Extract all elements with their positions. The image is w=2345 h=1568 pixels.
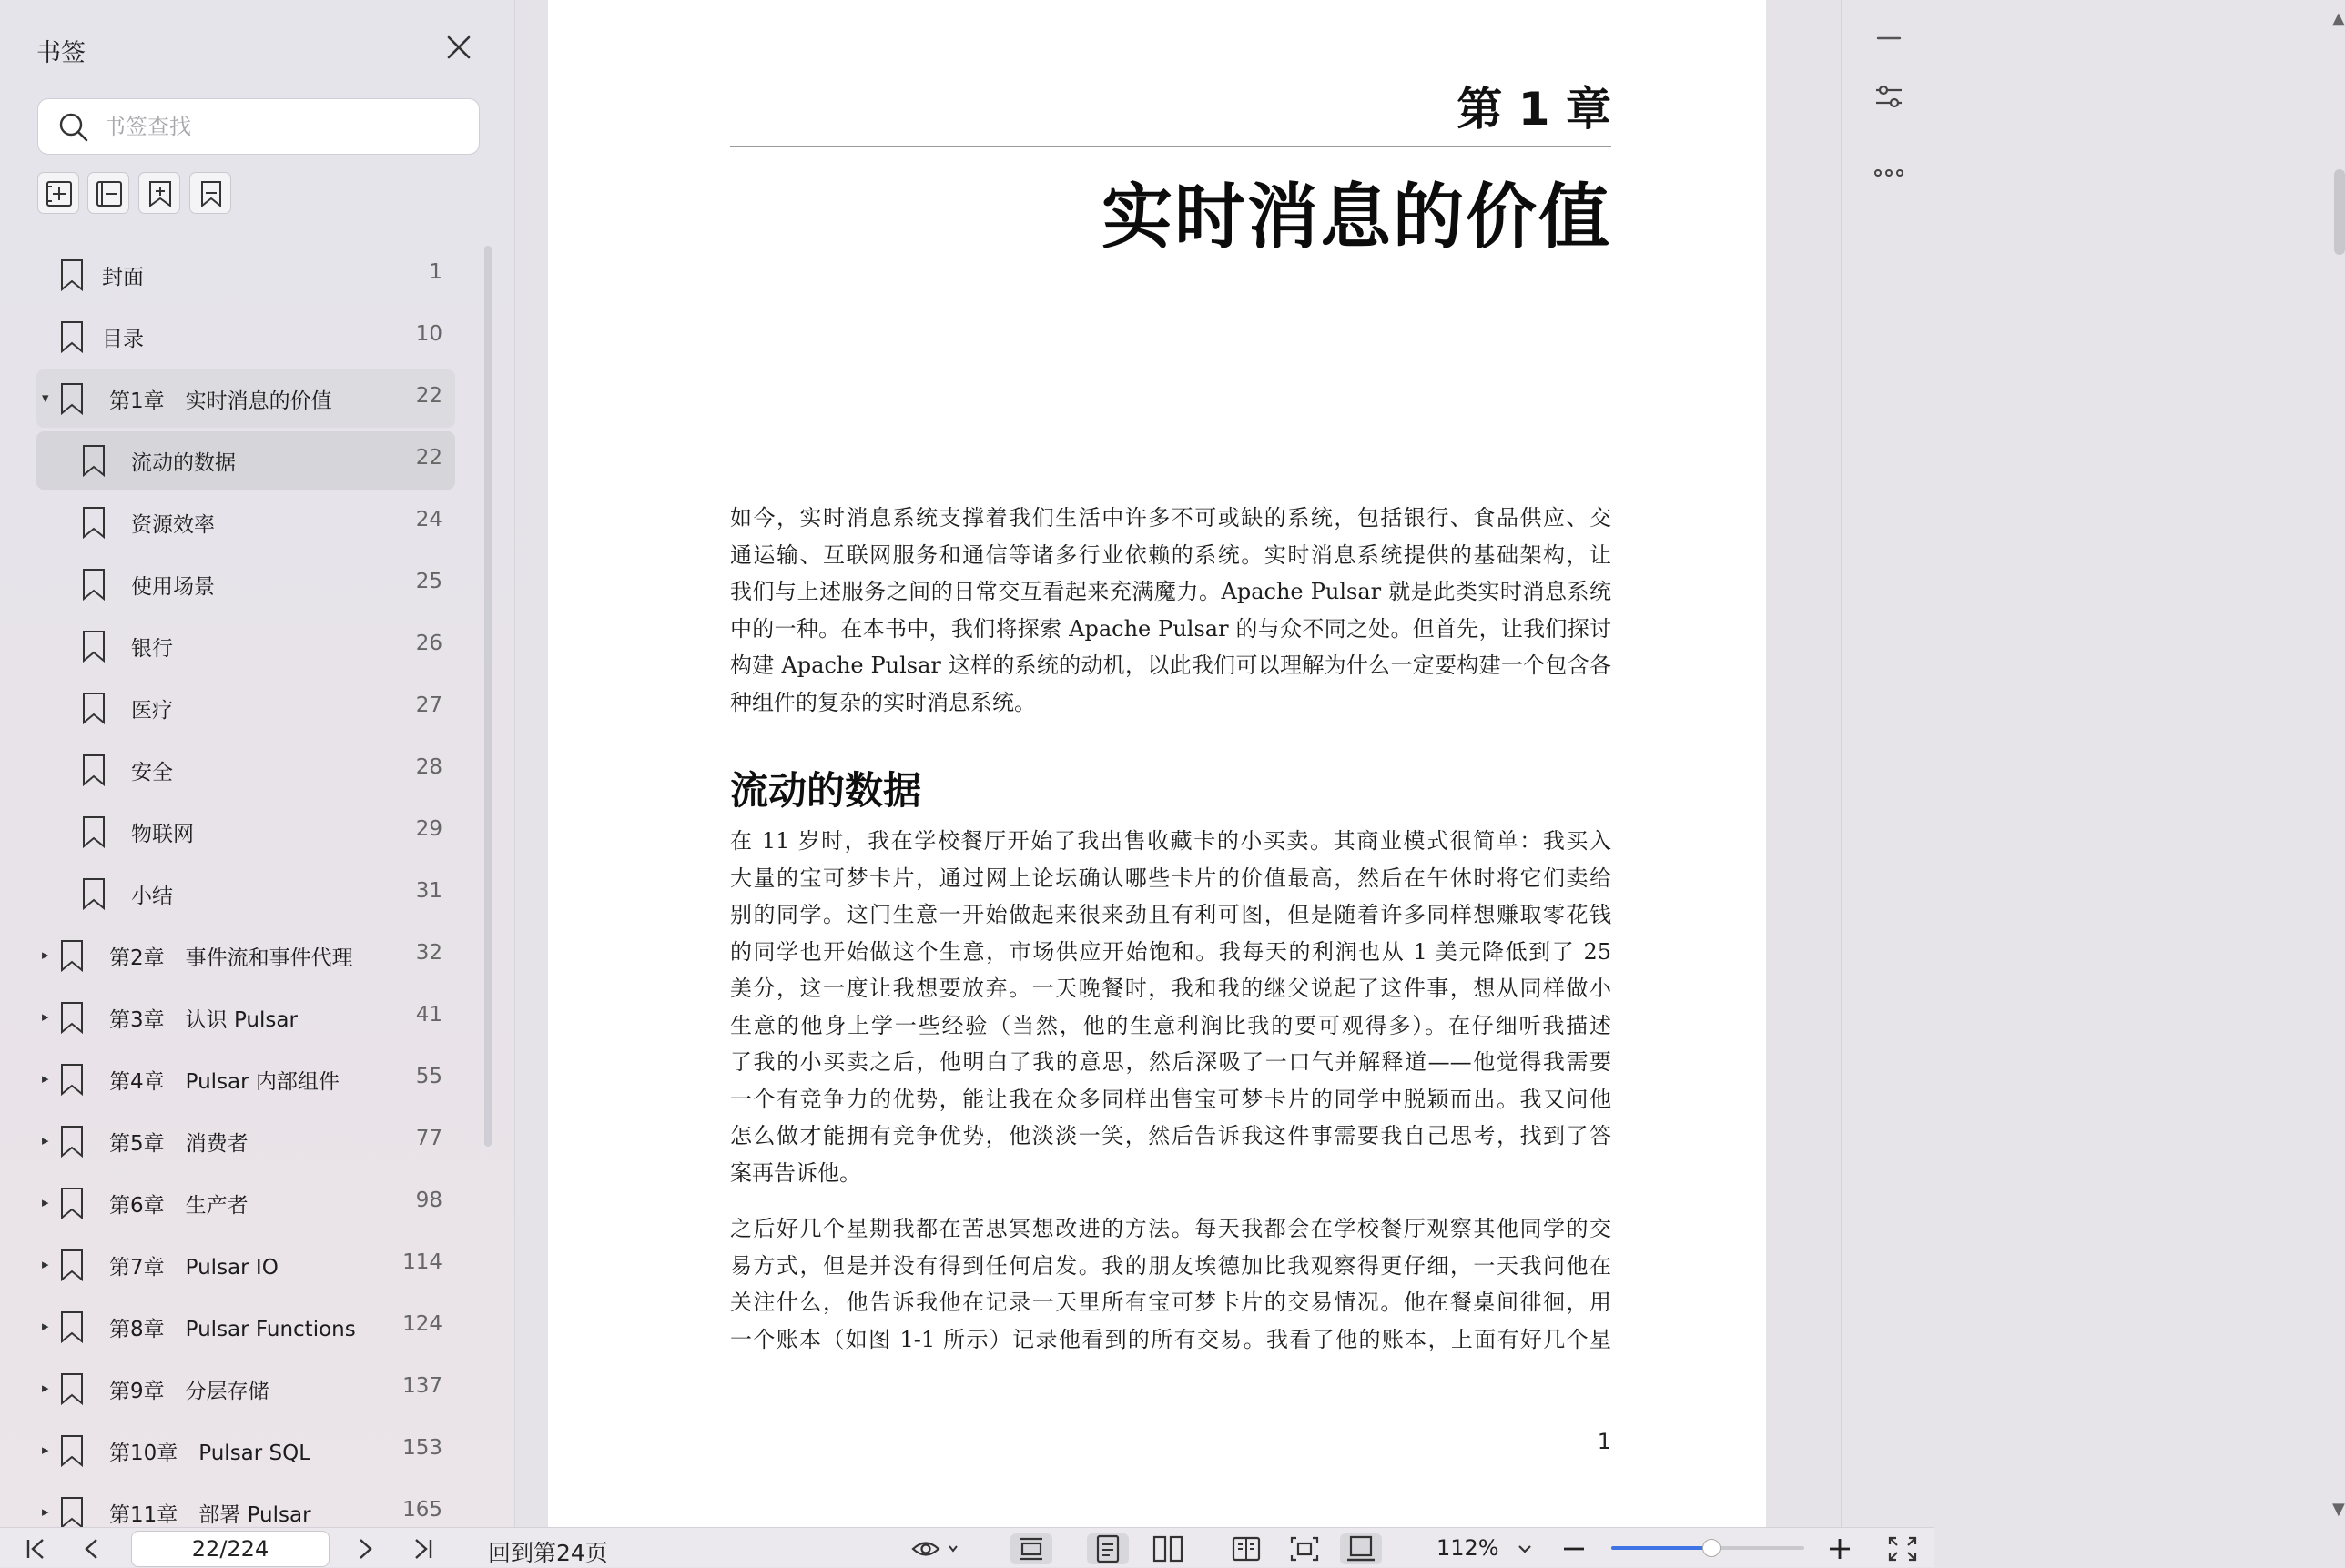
chapter-title: 实时消息的价值 (1101, 177, 1611, 258)
bookmark-item[interactable] (36, 555, 455, 613)
bookmark-icon (60, 1125, 84, 1158)
bookmark-icon (60, 939, 84, 972)
bookmark-search[interactable] (37, 98, 480, 155)
caret-right-icon[interactable]: ▸ (42, 1442, 49, 1458)
bookmark-item[interactable] (36, 1112, 455, 1170)
bookmark-page-number: 29 (415, 817, 442, 841)
next-page-icon[interactable] (350, 1533, 381, 1564)
bookmark-item[interactable] (36, 803, 455, 861)
bookmark-button[interactable] (189, 172, 231, 214)
zoom-slider-fill (1611, 1546, 1711, 1550)
fit-page-button[interactable] (1284, 1533, 1325, 1564)
bookmark-item[interactable] (36, 1174, 455, 1232)
chapter-number: 第 1 章 (1457, 83, 1611, 136)
text-line: 通运输、互联网服务和通信等诸多行业依赖的系统。实时消息系统提供的基础架构，让 (730, 541, 1611, 568)
bookmark-icon (82, 692, 106, 724)
caret-right-icon[interactable]: ▸ (42, 1132, 49, 1148)
text-line: 关注什么，他告诉我他在记录一天里所有宝可梦卡片的交易情况。他在餐桌间徘徊，用 (730, 1290, 1611, 1315)
bookmark-icon (60, 1001, 84, 1034)
bookmark-page-number: 124 (402, 1312, 442, 1336)
text-line: 了我的小买卖之后，他明白了我的意思，然后深吸了一口气并解释道——他觉得我需要 (730, 1049, 1611, 1075)
bookmark-label: 安全 (131, 761, 173, 784)
text-line: 易方式，但是并没有得到任何启发。我的朋友埃德加比我观察得更仔细，一天我问他在 (730, 1252, 1611, 1279)
zoom-level: 112% (1436, 1535, 1499, 1561)
text-line: 在 11 岁时，我在学校餐厅开始了我出售收藏卡的小买卖。其商业模式很简单：我买入 (730, 828, 1611, 854)
document-area (515, 0, 2345, 1527)
first-page-icon[interactable] (20, 1533, 51, 1564)
two-page-icon (1147, 1533, 1189, 1564)
bookmark-page-number: 77 (415, 1127, 442, 1150)
collapse-all-icon (95, 179, 124, 208)
prev-page-icon[interactable] (76, 1533, 107, 1564)
add-bookmark-button[interactable] (138, 172, 180, 214)
bookmark-icon (197, 179, 226, 208)
text-line: 怎么做才能拥有竞争优势，他淡淡一笑，然后告诉我这件事需要我自己思考，找到了答 (730, 1123, 1611, 1148)
caret-right-icon[interactable]: ▸ (42, 1380, 49, 1396)
bookmark-page-number: 98 (415, 1189, 442, 1212)
bookmark-label: 第11章 部署 Pulsar (109, 1503, 311, 1527)
bookmark-sidebar (0, 0, 515, 1527)
text-line: 案再告诉他。 (730, 1159, 861, 1186)
two-page-button[interactable] (1147, 1533, 1189, 1564)
bookmark-page-number: 31 (415, 879, 442, 903)
book-view-button[interactable] (1225, 1533, 1267, 1564)
continuous-scroll-button[interactable] (1340, 1533, 1382, 1564)
bookmark-icon (60, 1063, 84, 1096)
bookmark-label: 目录 (102, 328, 144, 351)
scroll-down-arrow-icon[interactable]: ▼ (2332, 1500, 2345, 1519)
bookmark-label: 第7章 Pulsar IO (109, 1256, 279, 1280)
bookmark-label: 第3章 认识 Pulsar (109, 1008, 298, 1032)
bookmark-page-number: 32 (415, 941, 442, 965)
sidebar-title: 书签 (36, 39, 86, 67)
bookmark-icon (82, 630, 106, 663)
view-mode-dropdown[interactable] (910, 1533, 965, 1564)
text-line: 之后好几个星期我都在苦思冥想改进的方法。每天我都会在学校餐厅观察其他同学的交 (730, 1216, 1611, 1241)
bookmark-icon (82, 877, 106, 910)
bookmark-label: 第8章 Pulsar Functions (109, 1318, 356, 1341)
text-line: 种组件的复杂的实时消息系统。 (730, 689, 1036, 715)
caret-right-icon[interactable]: ▸ (42, 946, 49, 963)
bookmark-page-number: 28 (415, 755, 442, 779)
add-bookmark-icon (146, 179, 175, 208)
bookmark-item[interactable] (36, 308, 455, 366)
last-page-icon[interactable] (408, 1533, 439, 1564)
search-icon (58, 112, 89, 143)
zoom-out-icon[interactable] (1558, 1533, 1589, 1564)
zoom-slider[interactable] (1611, 1546, 1804, 1550)
bookmark-label: 封面 (102, 266, 144, 289)
minimize-icon[interactable] (1871, 20, 1907, 56)
zoom-dropdown-icon[interactable] (1511, 1533, 1538, 1564)
bookmark-label: 资源效率 (131, 513, 215, 537)
fit-width-icon (1010, 1533, 1052, 1564)
bookmark-item[interactable] (36, 679, 455, 737)
bookmark-icon (82, 444, 106, 477)
bookmark-icon (60, 1187, 84, 1219)
right-toolbar (1841, 0, 1934, 1527)
text-line: 我们与上述服务之间的日常交互看起来充满魔力。Apache Pulsar 就是此类实时消息系统 (730, 579, 1611, 604)
bookmark-label: 第1章 实时消息的价值 (109, 389, 332, 413)
continuous-scroll-icon (1340, 1533, 1382, 1564)
bookmark-icon (60, 258, 84, 291)
bookmark-label: 流动的数据 (131, 451, 236, 475)
bookmark-label: 第5章 消费者 (109, 1132, 249, 1156)
bookmark-label: 第10章 Pulsar SQL (109, 1442, 311, 1465)
bookmark-page-number: 114 (402, 1250, 442, 1274)
intro-paragraph (730, 500, 1611, 721)
bottom-bar (0, 1527, 1934, 1567)
bookmark-item[interactable] (36, 1050, 455, 1108)
expand-all-icon (45, 179, 74, 208)
zoom-in-icon[interactable] (1824, 1533, 1855, 1564)
bookmark-item[interactable] (36, 369, 455, 428)
text-line: 美分，这一度让我想要放弃。一天晚餐时，我和我的继父说起了这件事，想从同样做小 (730, 976, 1611, 1001)
bookmark-icon (82, 815, 106, 848)
bookmark-page-number: 55 (415, 1065, 442, 1088)
text-line: 大量的宝可梦卡片，通过网上论坛确认哪些卡片的价值最高，然后在午休时将它们卖给 (730, 865, 1611, 891)
bookmark-item[interactable] (36, 493, 455, 551)
bookmark-label: 物联网 (131, 823, 194, 846)
text-line: 中的一种。在本书中，我们将探索 Apache Pulsar 的与众不同之处。但首先，让我们探讨 (730, 615, 1611, 642)
caret-right-icon[interactable]: ▸ (42, 1503, 49, 1520)
fit-width-button[interactable] (1010, 1533, 1052, 1564)
bookmark-item[interactable] (36, 617, 455, 675)
caret-right-icon[interactable]: ▸ (42, 1194, 49, 1210)
bookmark-icon (60, 1496, 84, 1529)
sidebar-scrollbar[interactable] (484, 246, 492, 1147)
bookmark-page-number: 27 (415, 693, 442, 717)
bookmark-label: 第2章 事件流和事件代理 (109, 946, 353, 970)
bookmark-item[interactable] (36, 741, 455, 799)
bookmark-item[interactable] (36, 1360, 455, 1418)
caret-right-icon[interactable]: ▸ (42, 1008, 49, 1025)
collapse-all-button[interactable] (87, 172, 129, 214)
bookmark-item[interactable] (36, 988, 455, 1047)
document-scrollbar-thumb[interactable] (2334, 169, 2345, 255)
fullscreen-icon[interactable] (1884, 1533, 1921, 1564)
bookmark-page-number: 1 (429, 260, 442, 284)
text-line: 一个账本（如图 1-1 所示）记录他看到的所有交易。我看了他的账本，上面有好几个星 (730, 1326, 1611, 1352)
bookmark-item[interactable] (36, 1421, 455, 1480)
chapter-divider (730, 146, 1611, 147)
single-page-icon (1087, 1533, 1129, 1564)
text-line: 的同学也开始做这个生意，市场供应开始饱和。我每天的利润也从 1 美元降低到了 25 (730, 938, 1611, 965)
scroll-up-arrow-icon[interactable]: ▲ (2332, 9, 2345, 28)
book-view-icon (1225, 1533, 1267, 1564)
bookmark-page-number: 165 (402, 1498, 442, 1522)
bookmark-page-number: 25 (415, 570, 442, 593)
go-back-link[interactable]: 回到第24页 (488, 1540, 608, 1566)
text-line: 生意的他身上学一些经验（当然，他的生意利润比我的要可观得多）。在仔细听我描述 (730, 1012, 1611, 1038)
bookmark-icon (82, 506, 106, 539)
bookmark-page-number: 137 (402, 1374, 442, 1398)
bookmark-icon (60, 1434, 84, 1467)
expand-all-button[interactable] (37, 172, 79, 214)
eye-icon (910, 1533, 965, 1564)
bookmark-page-number: 41 (415, 1003, 442, 1027)
bookmark-item[interactable] (36, 865, 455, 923)
bookmark-icon (82, 754, 106, 786)
fit-page-icon (1284, 1533, 1325, 1564)
bookmark-icon (60, 1249, 84, 1281)
body-paragraph-1 (730, 823, 1611, 1191)
caret-right-icon[interactable]: ▸ (42, 1318, 49, 1334)
bookmark-item[interactable] (36, 431, 455, 490)
bookmark-label: 医疗 (131, 699, 173, 723)
bookmark-label: 第4章 Pulsar 内部组件 (109, 1070, 340, 1094)
bookmark-icon (60, 1310, 84, 1343)
bookmark-item[interactable] (36, 1298, 455, 1356)
section-title: 流动的数据 (730, 768, 922, 813)
bookmark-item[interactable] (36, 926, 455, 985)
bookmark-page-number: 22 (415, 384, 442, 408)
single-page-button[interactable] (1087, 1533, 1129, 1564)
bookmark-page-number: 22 (415, 446, 442, 470)
caret-down-icon[interactable]: ▾ (42, 389, 49, 406)
bookmark-page-number: 24 (415, 508, 442, 531)
body-paragraph-2 (730, 1210, 1611, 1358)
document-page (548, 0, 1766, 1527)
bookmark-label: 银行 (131, 637, 173, 661)
bookmark-label: 第9章 分层存储 (109, 1380, 269, 1403)
page-number: 1 (1597, 1429, 1611, 1454)
bookmark-icon (60, 382, 84, 415)
bookmark-label: 小结 (131, 885, 173, 908)
text-line: 如今，实时消息系统支撑着我们生活中许多不可或缺的系统，包括银行、食品供应、交 (730, 505, 1611, 531)
bookmark-label: 使用场景 (131, 575, 215, 599)
more-icon[interactable] (1871, 155, 1907, 191)
bookmark-page-number: 26 (415, 632, 442, 655)
page-number-input[interactable] (131, 1531, 330, 1567)
text-line: 一个有竞争力的优势，能让我在众多同样出售宝可梦卡片的同学中脱颖而出。我又问他 (730, 1086, 1611, 1112)
bookmark-label: 第6章 生产者 (109, 1194, 249, 1218)
bookmark-item[interactable] (36, 246, 455, 304)
caret-right-icon[interactable]: ▸ (42, 1070, 49, 1087)
zoom-slider-handle[interactable] (1702, 1539, 1721, 1557)
bookmark-icon (60, 1372, 84, 1405)
bookmark-item[interactable] (36, 1236, 455, 1294)
bookmark-icon (60, 320, 84, 353)
bookmark-search-input[interactable] (104, 108, 468, 145)
settings-sliders-icon[interactable] (1871, 78, 1907, 115)
bookmark-page-number: 10 (415, 322, 442, 346)
bookmark-icon (82, 568, 106, 601)
caret-right-icon[interactable]: ▸ (42, 1256, 49, 1272)
close-icon[interactable] (442, 31, 475, 64)
bookmark-page-number: 153 (402, 1436, 442, 1460)
text-line: 别的同学。这门生意一开始做起来很来劲且有利可图，但是随着许多同样想赚取零花钱 (730, 902, 1611, 927)
text-line: 构建 Apache Pulsar 这样的系统的动机，以此我们可以理解为什么一定要构建一个包含各 (730, 652, 1611, 678)
